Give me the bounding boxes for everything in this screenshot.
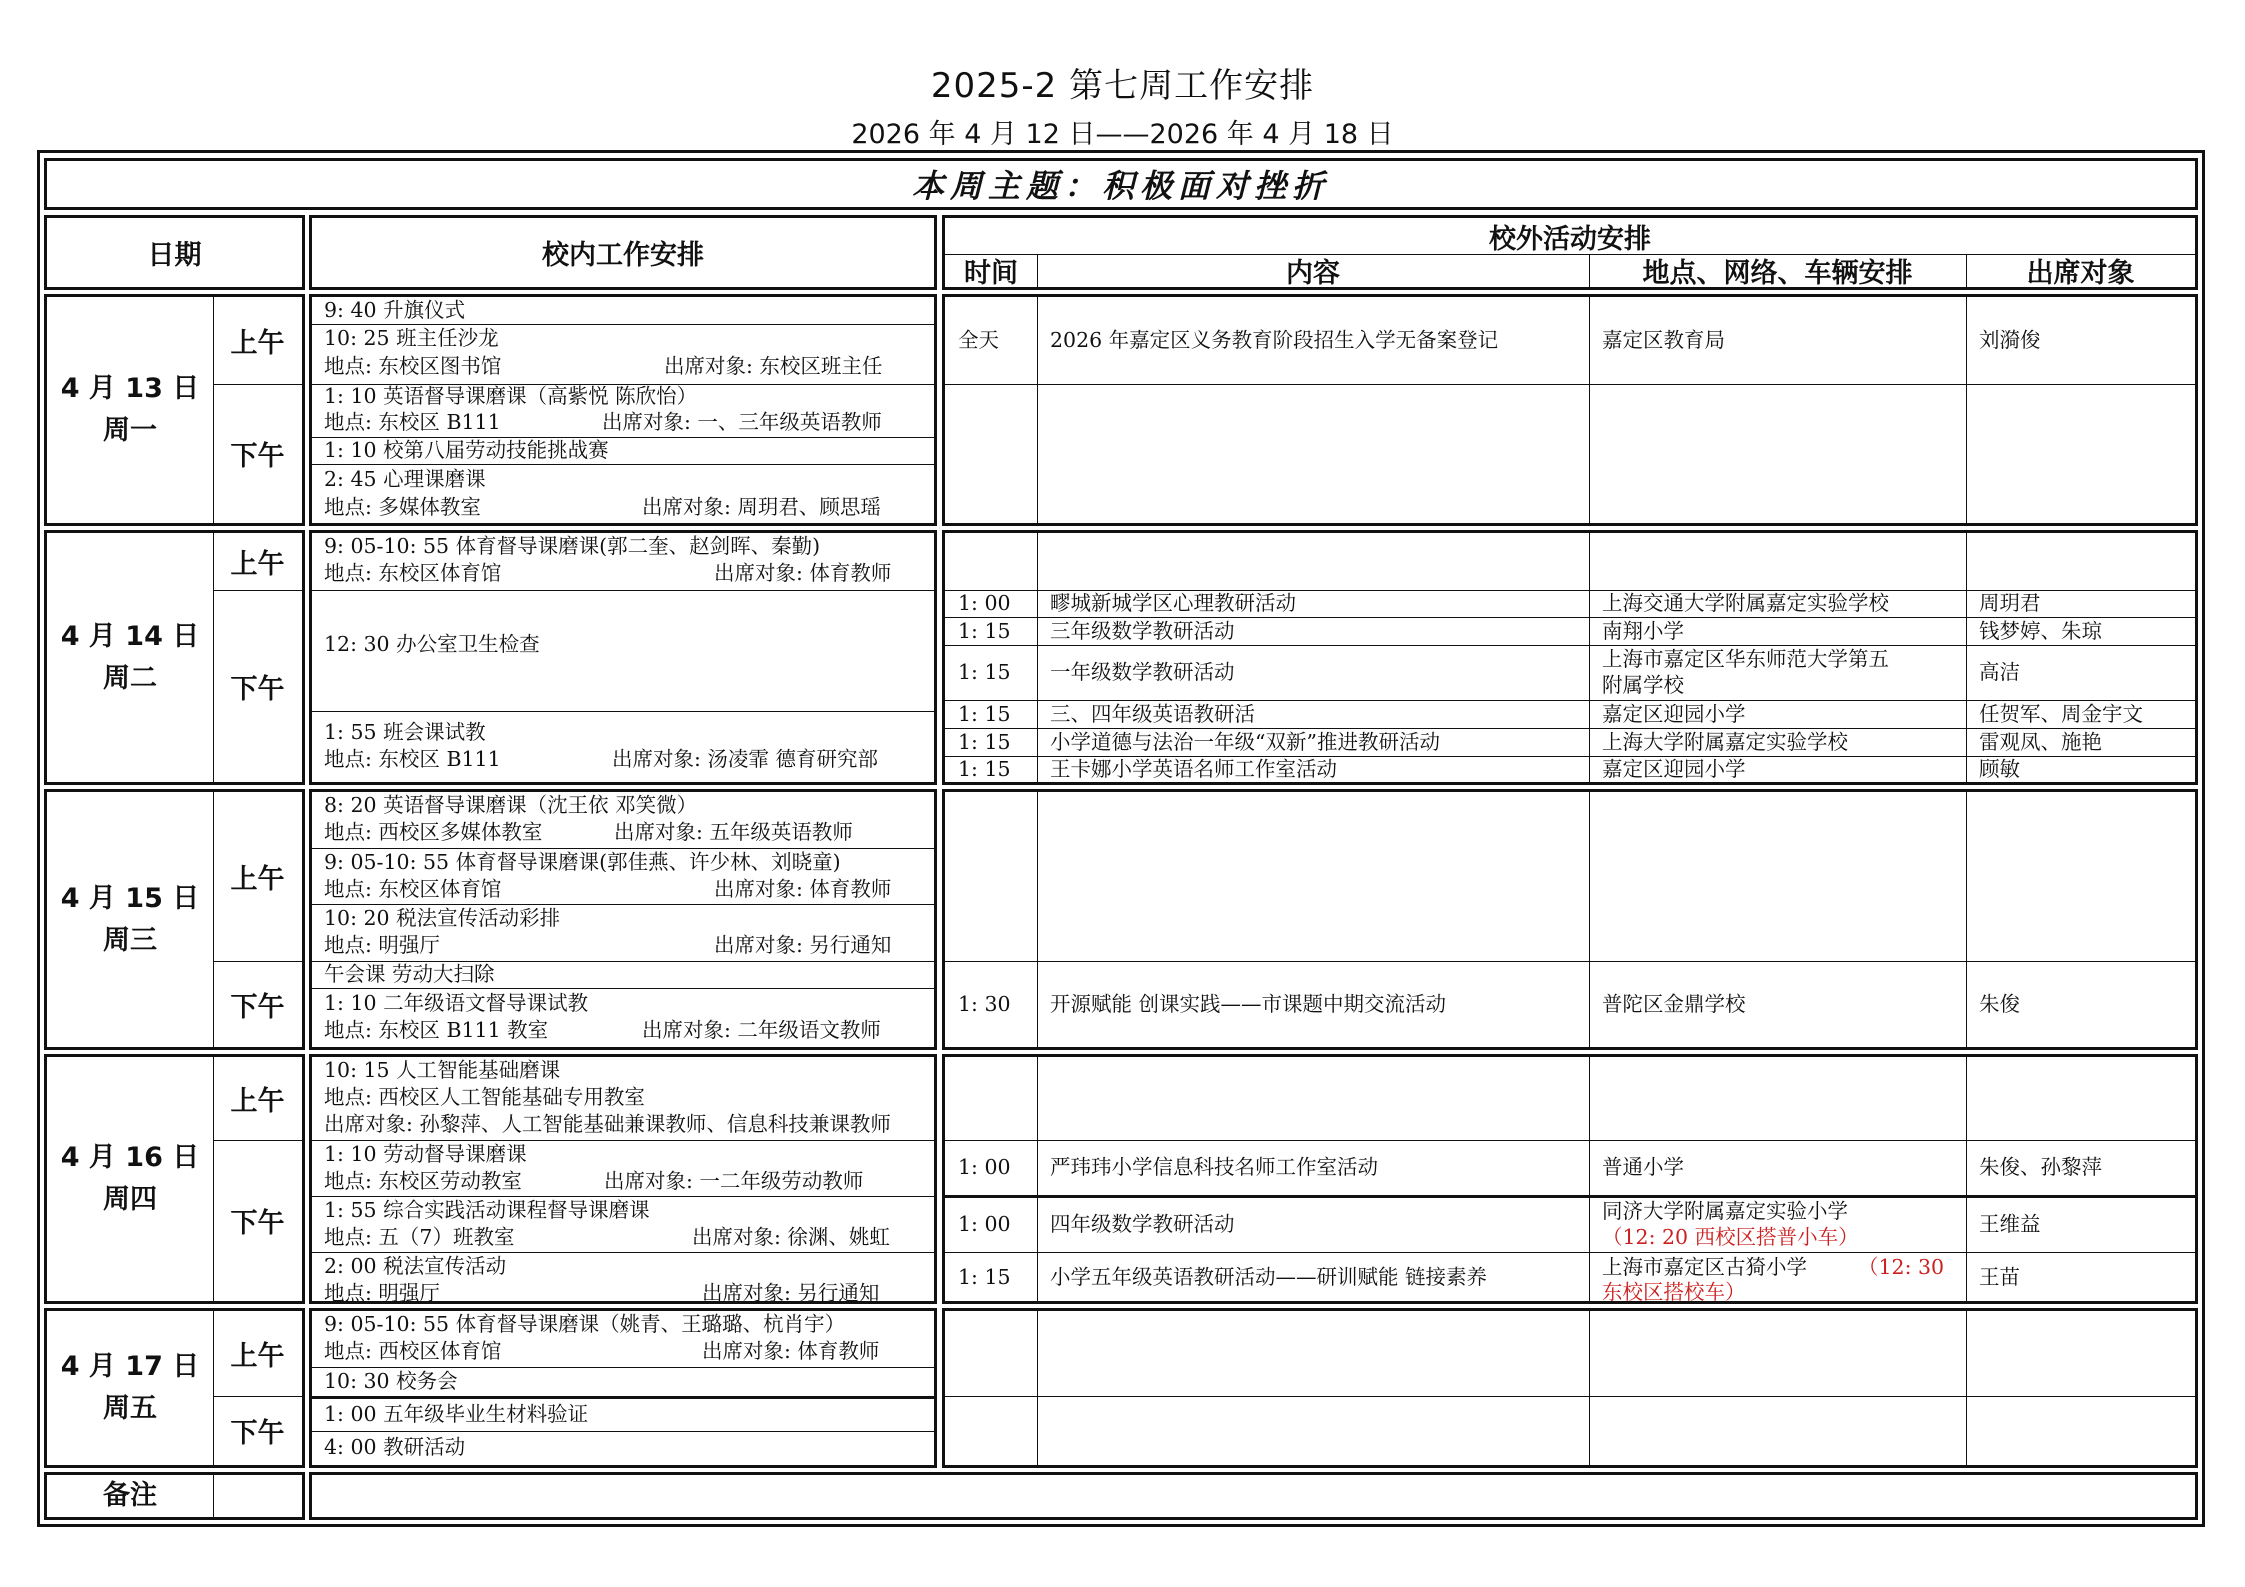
- period-pm: 下午: [230, 991, 285, 1023]
- external-content: 小学道德与法治一年级“双新”推进教研活动: [1050, 729, 1440, 754]
- schedule-item: 2: 45 心理课磨课: [324, 467, 486, 491]
- external-location: 普通小学: [1602, 1155, 1684, 1179]
- day-date: 4 月 14 日: [60, 620, 200, 652]
- external-content: 严玮玮小学信息科技名师工作室活动: [1050, 1155, 1378, 1179]
- external-location: 嘉定区迎园小学: [1602, 701, 1746, 726]
- day-block-monday: [44, 294, 305, 526]
- internal-block-friday: [309, 1308, 937, 1468]
- schedule-attendees: 出席对象: 另行通知: [702, 1281, 880, 1305]
- schedule-item: 4: 00 教研活动: [324, 1435, 466, 1459]
- schedule-attendees: 出席对象: 一、三年级英语教师: [602, 410, 882, 434]
- schedule-attendees: 出席对象: 五年级英语教师: [614, 820, 853, 844]
- external-location: 上海市嘉定区华东师范大学第五: [1602, 647, 1889, 671]
- external-attendees: 周玥君: [1979, 591, 2041, 615]
- schedule-item: 10: 30 校务会: [324, 1369, 458, 1393]
- shuttle-note: （12: 20 西校区搭普小车）: [1602, 1225, 1859, 1249]
- period-am: 上午: [230, 1341, 285, 1372]
- schedule-location: 地点: 东校区 B111: [324, 410, 501, 434]
- schedule-location: 地点: 西校区人工智能基础专用教室: [324, 1085, 645, 1109]
- day-label-wednesday: [47, 792, 213, 1047]
- day-block-tuesday: [44, 530, 305, 785]
- schedule-location: 地点: 明强厅: [324, 933, 440, 957]
- schedule-location: 地点: 西校区多媒体教室: [324, 820, 543, 844]
- external-block-friday: [942, 1308, 2198, 1468]
- remarks-content-box: [309, 1472, 2198, 1520]
- external-time: 全天: [958, 328, 999, 352]
- shuttle-note: （12: 30: [1858, 1255, 1945, 1279]
- external-attendees: 王维益: [1979, 1212, 2041, 1236]
- schedule-attendees: 出席对象: 一二年级劳动教师: [604, 1169, 864, 1193]
- day-label-thursday: [47, 1057, 213, 1301]
- external-time: 1: 15: [958, 729, 1011, 754]
- external-attendees: 朱俊、孙黎萍: [1979, 1155, 2102, 1179]
- schedule-location: 地点: 东校区 B111: [324, 747, 501, 771]
- external-location: 嘉定区迎园小学: [1602, 756, 1746, 781]
- schedule-location: 地点: 多媒体教室: [324, 495, 481, 519]
- external-attendees: 任贺军、周金宇文: [1979, 701, 2143, 726]
- external-time: 1: 00: [958, 1155, 1011, 1179]
- external-content: 开源赋能 创课实践——市课题中期交流活动: [1050, 991, 1447, 1016]
- schedule-attendees: 出席对象: 二年级语文教师: [642, 1018, 881, 1042]
- day-date: 4 月 17 日: [60, 1351, 200, 1382]
- external-content: 王卡娜小学英语名师工作室活动: [1050, 756, 1337, 781]
- schedule-attendees: 出席对象: 徐渊、姚虹: [692, 1225, 890, 1249]
- schedule-attendees: 出席对象: 孙黎萍、人工智能基础兼课教师、信息科技兼课教师: [324, 1112, 891, 1136]
- internal-block-thursday: [309, 1054, 937, 1304]
- external-time: 1: 15: [958, 701, 1011, 726]
- header-external: 校外活动安排: [1489, 223, 1651, 255]
- day-date: 4 月 16 日: [60, 1142, 200, 1173]
- external-attendees: 刘漪俊: [1979, 328, 2041, 352]
- external-attendees: 顾敏: [1979, 756, 2020, 781]
- schedule-location: 地点: 西校区体育馆: [324, 1339, 502, 1363]
- header-date: 日期: [147, 240, 202, 271]
- external-location: 南翔小学: [1602, 618, 1684, 643]
- day-weekday: 周四: [103, 1184, 157, 1215]
- schedule-attendees: 出席对象: 体育教师: [714, 561, 892, 585]
- external-content: 四年级数学教研活动: [1050, 1212, 1235, 1236]
- period-am: 上午: [230, 549, 285, 580]
- day-weekday: 周二: [103, 662, 157, 694]
- schedule-attendees: 出席对象: 周玥君、顾思瑶: [642, 495, 881, 519]
- day-date: 4 月 15 日: [60, 882, 200, 914]
- external-attendees: 王苗: [1979, 1264, 2020, 1289]
- schedule-item: 8: 20 英语督导课磨课（沈王依 邓笑微）: [324, 793, 698, 817]
- day-block-friday: [44, 1308, 305, 1468]
- schedule-location: 地点: 东校区体育馆: [324, 561, 502, 585]
- external-content: 疁城新城学区心理教研活动: [1050, 591, 1296, 615]
- header-internal: 校内工作安排: [542, 240, 704, 271]
- schedule-item: 10: 25 班主任沙龙: [324, 326, 499, 350]
- external-block-thursday: [942, 1054, 2198, 1304]
- header-internal-box: [309, 215, 937, 290]
- external-content: 小学五年级英语教研活动——研训赋能 链接素养: [1050, 1264, 1488, 1289]
- period-am: 上午: [230, 864, 285, 895]
- external-attendees: 朱俊: [1979, 991, 2020, 1016]
- external-content: 三年级数学教研活动: [1050, 618, 1235, 643]
- remarks-label-box: [44, 1472, 305, 1520]
- period-pm: 下午: [230, 673, 285, 705]
- schedule-attendees: 出席对象: 汤凌霏 德育研究部: [612, 747, 878, 771]
- period-pm: 下午: [230, 1208, 285, 1239]
- schedule-location: 地点: 东校区体育馆: [324, 877, 502, 901]
- schedule-item: 9: 40 升旗仪式: [324, 298, 466, 322]
- schedule-item: 1: 00 五年级毕业生材料验证: [324, 1402, 589, 1426]
- shuttle-note: 东校区搭校车）: [1602, 1280, 1746, 1304]
- schedule-location: 地点: 五（7）班教室: [324, 1225, 515, 1249]
- schedule-location: 地点: 东校区 B111 教室: [324, 1018, 549, 1042]
- external-attendees: 雷观凤、施艳: [1979, 729, 2102, 754]
- page-title: 2025-2 第七周工作安排: [930, 66, 1315, 106]
- day-label-tuesday: [47, 533, 213, 782]
- period-pm: 下午: [230, 441, 285, 472]
- day-label-monday: [47, 297, 213, 523]
- theme-bar: [44, 158, 2198, 210]
- internal-block-wednesday: [309, 789, 937, 1050]
- external-attendees: 钱梦婷、朱琼: [1979, 618, 2102, 643]
- period-am: 上午: [230, 328, 285, 359]
- external-location: 上海交通大学附属嘉定实验学校: [1602, 591, 1889, 615]
- day-label-friday: [47, 1311, 213, 1465]
- schedule-item: 1: 55 班会课试教: [324, 720, 486, 744]
- external-time: 1: 30: [958, 991, 1011, 1016]
- weekly-theme: 本周主题：积极面对挫折: [911, 167, 1330, 205]
- external-time: 1: 15: [958, 756, 1011, 781]
- schedule-location: 地点: 明强厅: [324, 1281, 440, 1305]
- schedule-item: 1: 10 校第八届劳动技能挑战赛: [324, 438, 609, 462]
- schedule-item: 1: 10 劳动督导课磨课: [324, 1142, 527, 1166]
- schedule-attendees: 出席对象: 体育教师: [702, 1339, 880, 1363]
- period-am: 上午: [230, 1086, 285, 1117]
- day-weekday: 周一: [103, 415, 157, 446]
- header-date-box: [44, 215, 305, 290]
- internal-block-tuesday: [309, 530, 937, 785]
- schedule-attendees: 出席对象: 体育教师: [714, 877, 892, 901]
- schedule-item: 午会课 劳动大扫除: [324, 962, 495, 986]
- external-content: 2026 年嘉定区义务教育阶段招生入学无备案登记: [1050, 328, 1499, 352]
- schedule-location: 地点: 东校区劳动教室: [324, 1169, 522, 1193]
- schedule-item: 1: 10 二年级语文督导课试教: [324, 991, 589, 1015]
- external-location: 上海大学附属嘉定实验学校: [1602, 729, 1848, 754]
- external-attendees: 高洁: [1979, 660, 2020, 684]
- schedule-item: 1: 55 综合实践活动课程督导课磨课: [324, 1198, 650, 1222]
- day-weekday: 周五: [103, 1393, 157, 1424]
- schedule-item: 2: 00 税法宣传活动: [324, 1254, 507, 1278]
- date-range: 2026 年 4 月 12 日——2026 年 4 月 18 日: [851, 119, 1394, 150]
- external-location: 上海市嘉定区古猗小学: [1602, 1255, 1807, 1279]
- external-time: 1: 00: [958, 591, 1011, 615]
- schedule-item: 1: 10 英语督导课磨课（高紫悦 陈欣怡）: [324, 384, 698, 408]
- schedule-item: 10: 15 人工智能基础磨课: [324, 1058, 561, 1082]
- period-pm: 下午: [230, 1418, 285, 1449]
- day-block-thursday: [44, 1054, 305, 1304]
- header-attendees: 出席对象: [2026, 258, 2135, 289]
- schedule-attendees: 出席对象: 东校区班主任: [664, 354, 883, 378]
- external-location: 嘉定区教育局: [1602, 328, 1725, 352]
- schedule-item: 9: 05-10: 55 体育督导课磨课(郭佳燕、许少林、刘晓童): [324, 850, 841, 874]
- schedule-item: 12: 30 办公室卫生检查: [324, 632, 540, 656]
- header-external-box: [942, 215, 2198, 290]
- schedule-item: 9: 05-10: 55 体育督导课磨课（姚青、王璐璐、杭肖宇）: [324, 1312, 846, 1336]
- header-time: 时间: [964, 258, 1018, 289]
- schedule-location: 地点: 东校区图书馆: [324, 354, 502, 378]
- day-weekday: 周三: [103, 924, 157, 956]
- schedule-item: 9: 05-10: 55 体育督导课磨课(郭二奎、赵剑晖、秦勤): [324, 534, 821, 558]
- external-block-tuesday: [942, 530, 2198, 785]
- external-time: 1: 00: [958, 1212, 1011, 1236]
- remarks-label: 备注: [103, 1480, 157, 1511]
- external-content: 一年级数学教研活动: [1050, 660, 1235, 684]
- external-block-wednesday: [942, 789, 2198, 1050]
- header-content: 内容: [1286, 258, 1340, 289]
- day-block-wednesday: [44, 789, 305, 1050]
- external-time: 1: 15: [958, 618, 1011, 643]
- external-time: 1: 15: [958, 1264, 1011, 1289]
- header-location: 地点、网络、车辆安排: [1642, 258, 1913, 289]
- internal-block-monday: [309, 294, 937, 526]
- external-time: 1: 15: [958, 660, 1011, 684]
- external-content: 三、四年级英语教研活: [1050, 701, 1255, 726]
- external-block-monday: [942, 294, 2198, 526]
- schedule-attendees: 出席对象: 另行通知: [714, 933, 892, 957]
- schedule-item: 10: 20 税法宣传活动彩排: [324, 906, 561, 930]
- day-date: 4 月 13 日: [60, 373, 200, 404]
- external-location: 普陀区金鼎学校: [1602, 991, 1746, 1016]
- external-location: 附属学校: [1602, 673, 1684, 697]
- external-location: 同济大学附属嘉定实验小学: [1602, 1199, 1848, 1223]
